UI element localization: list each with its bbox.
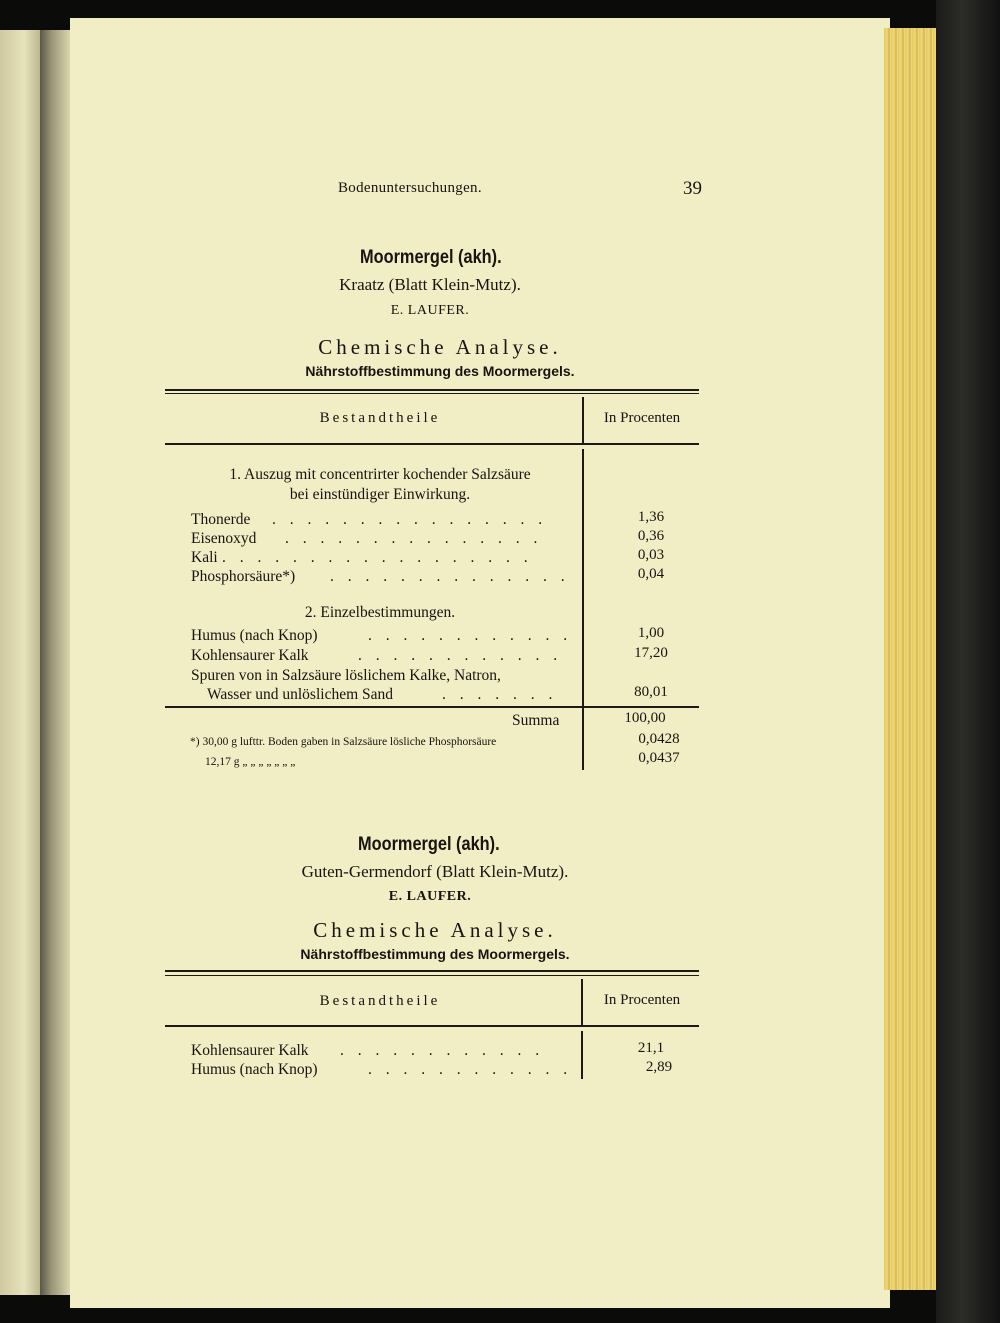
page-number: 39 — [683, 178, 702, 199]
leader-dots: . . . . . . . — [442, 686, 558, 703]
table1-group1-heading: 1. Auszug mit concentrirter kochender Salzsäure — [229, 466, 531, 483]
leader-dots: . . . . . . . . . . . . . . . . . . — [222, 549, 533, 566]
footnote-value-2: 0,0437 — [638, 750, 680, 766]
leader-dots: . . . . . . . . . . . . — [368, 1061, 573, 1078]
section1-location: Kraatz (Blatt Klein-Mutz). — [339, 275, 521, 294]
section1-subtitle: Nährstoffbestimmung des Moormergels. — [305, 363, 575, 379]
table-row-label: Humus (nach Knop) — [191, 1061, 318, 1078]
section2-subtitle: Nährstoffbestimmung des Moormergels. — [300, 946, 570, 962]
book-cover — [936, 0, 1000, 1323]
table-row-value: 2,89 — [645, 1059, 673, 1075]
table-row-label: Phosphorsäure*) — [191, 568, 296, 585]
summa-value: 100,00 — [624, 710, 666, 726]
table-row-value: 0,03 — [637, 547, 665, 563]
section1-author: E. LAUFER. — [390, 303, 470, 318]
footnote-value-1: 0,0428 — [638, 731, 680, 747]
table-row-value: 17,20 — [634, 645, 668, 661]
table1-header-rule — [165, 443, 699, 445]
leader-dots: . . . . . . . . . . . . — [340, 1042, 545, 1059]
summa-label: Summa — [512, 712, 560, 729]
table1-col-header-2: In Procenten — [603, 410, 681, 426]
table1-group1-heading-2: bei einstündiger Einwirkung. — [289, 486, 471, 503]
table1-summa-divider — [582, 708, 584, 770]
table-row-value: 0,04 — [637, 566, 665, 582]
leader-dots: . . . . . . . . . . . . . . . . — [272, 511, 548, 528]
section2-author: E. LAUFER. — [388, 889, 472, 904]
section2-analysis-title: Chemische Analyse. — [313, 918, 557, 942]
table-row-label: Thonerde — [191, 511, 251, 528]
table2-header-rule — [165, 1025, 699, 1027]
table-row-value: 0,36 — [637, 528, 665, 544]
table1-top-rule-thin — [165, 393, 699, 394]
table-row-label: Wasser und unlöslichem Sand — [207, 686, 394, 703]
table2-body-divider — [581, 1031, 583, 1079]
leader-dots: . . . . . . . . . . . . . . . — [285, 530, 543, 547]
section1-analysis-title: Chemische Analyse. — [318, 335, 562, 359]
table-row-label: Eisenoxyd — [191, 530, 257, 547]
leader-dots: . . . . . . . . . . . . — [358, 647, 563, 664]
table-row-label: Kali — [191, 549, 218, 566]
book-gutter — [40, 30, 70, 1295]
table-row-label: Kohlensaurer Kalk — [191, 647, 309, 664]
section1-title: Moormergel (akh). — [360, 247, 502, 268]
section2-title: Moormergel (akh). — [358, 834, 500, 855]
left-page-edge — [0, 30, 40, 1295]
table1-top-rule — [165, 389, 699, 391]
table-row-label: Spuren von in Salzsäure löslichem Kalke, Natron, — [191, 667, 501, 684]
running-head: Bodenuntersuchungen. — [338, 180, 482, 196]
section2-location: Guten-Germendorf (Blatt Klein-Mutz). — [301, 862, 569, 881]
table1-col-header-1: Bestandtheile — [319, 410, 441, 426]
table2-top-rule-thin — [165, 975, 699, 976]
table2-col-header-1: Bestandtheile — [319, 993, 441, 1009]
table1-group2-heading: 2. Einzelbestimmungen. — [304, 604, 456, 621]
page-edges — [884, 28, 936, 1290]
table2-col-header-2: In Procenten — [603, 992, 681, 1008]
table-row-value: 21,1 — [637, 1040, 665, 1056]
footnote-line-2: 12,17 g „ „ „ „ „ „ „ — [205, 756, 296, 768]
table-row-label: Kohlensaurer Kalk — [191, 1042, 309, 1059]
leader-dots: . . . . . . . . . . . . . . — [330, 568, 570, 585]
table1-summa-rule — [165, 706, 699, 708]
table2-top-rule — [165, 970, 699, 972]
leader-dots: . . . . . . . . . . . . — [368, 627, 573, 644]
table1-header-divider — [582, 397, 584, 443]
table-row-value: 1,36 — [637, 509, 665, 525]
table-row-label: Humus (nach Knop) — [191, 627, 318, 644]
table1-body-divider — [582, 449, 584, 707]
table2-header-divider — [581, 979, 583, 1026]
table-row-value: 1,00 — [637, 625, 665, 641]
table-row-value: 80,01 — [634, 684, 668, 700]
footnote-line-1: *) 30,00 g lufttr. Boden gaben in Salzsäure lösliche Phosphorsäure — [190, 736, 497, 748]
